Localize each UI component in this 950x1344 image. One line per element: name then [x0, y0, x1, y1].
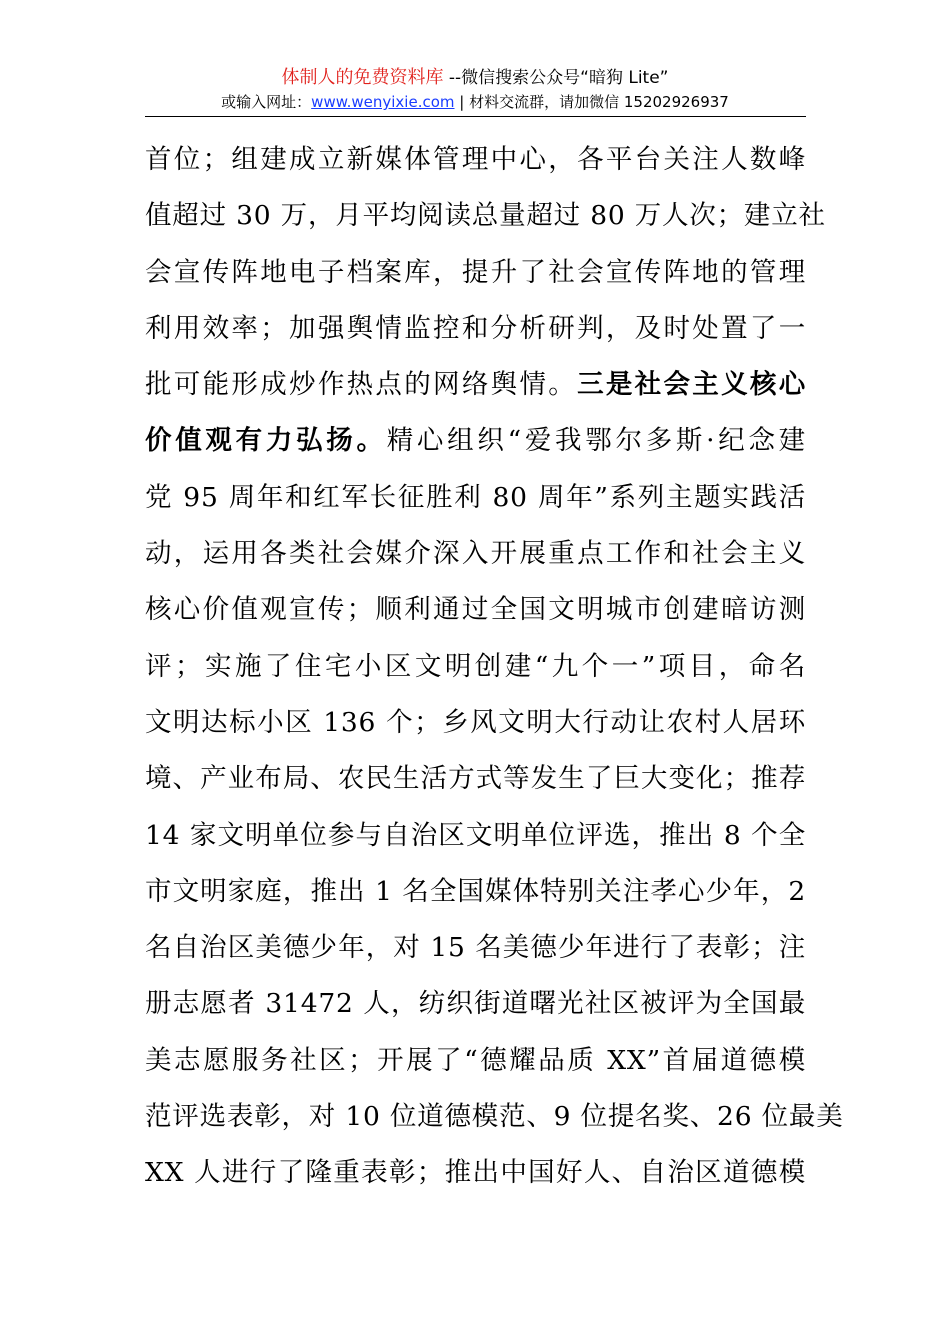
text-line-with-heading [145, 357, 806, 413]
text-line: 册志愿者 31472 人，纺织街道曙光社区被评为全国最 [145, 988, 806, 1020]
text-line: 会宣传阵地电子档案库，提升了社会宣传阵地的管理 [145, 256, 806, 288]
website-link[interactable]: www.wenyixie.com [311, 93, 455, 111]
page-header [0, 66, 950, 113]
text-line-with-heading [145, 413, 806, 469]
url-prefix: 或输入网址： [221, 93, 312, 111]
header-divider [145, 116, 806, 117]
text-line: 首位；组建成立新媒体管理中心，各平台关注人数峰 [145, 144, 806, 175]
body-text [145, 132, 844, 1202]
text-line: 14 家文明单位参与自治区文明单位评选，推出 8 个全 [145, 819, 806, 851]
text-line: 市文明家庭，推出 1 名全国媒体特别关注孝心少年，2 [145, 875, 806, 907]
text-line: 评；实施了住宅小区文明创建“九个一”项目，命名 [145, 650, 806, 682]
text-line: XX 人进行了隆重表彰；推出中国好人、自治区道德模 [145, 1157, 806, 1189]
text-fragment: 精心组织“爱我鄂尔多斯·纪念建 [386, 425, 806, 457]
header-contact-line [0, 91, 950, 113]
text-line: 名自治区美德少年，对 15 名美德少年进行了表彰；注 [145, 932, 806, 964]
section-heading-part2: 价值观有力弘扬。 [145, 425, 387, 457]
contact-info: | 材料交流群，请加微信 15202926937 [454, 93, 729, 111]
text-line: 范评选表彰，对 10 位道德模范、9 位提名奖、26 位最美 [145, 1101, 844, 1133]
text-line: 利用效率；加强舆情监控和分析研判，及时处置了一 [145, 312, 806, 344]
text-line: 动，运用各类社会媒介深入开展重点工作和社会主义 [145, 538, 806, 570]
text-line: 文明达标小区 136 个；乡风文明大行动让农村人居环 [145, 706, 806, 738]
text-line: 境、产业布局、农民生活方式等发生了巨大变化；推荐 [145, 763, 806, 795]
header-title-line [0, 66, 950, 90]
text-fragment: 批可能形成炒作热点的网络舆情。 [145, 369, 578, 401]
brand-title: 体制人的免费资料库 [281, 67, 444, 88]
text-line: 党 95 周年和红军长征胜利 80 周年”系列主题实践活 [145, 481, 806, 513]
header-tagline: --微信搜索公众号“暗狗 Lite” [443, 68, 669, 88]
section-heading-part1: 三是社会主义核心 [577, 369, 807, 401]
text-line: 核心价值观宣传；顺利通过全国文明城市创建暗访测 [145, 594, 806, 626]
text-line: 美志愿服务社区；开展了“德耀品质 XX”首届道德模 [145, 1044, 806, 1076]
text-line: 值超过 30 万，月平均阅读总量超过 80 万人次；建立社 [145, 200, 826, 232]
